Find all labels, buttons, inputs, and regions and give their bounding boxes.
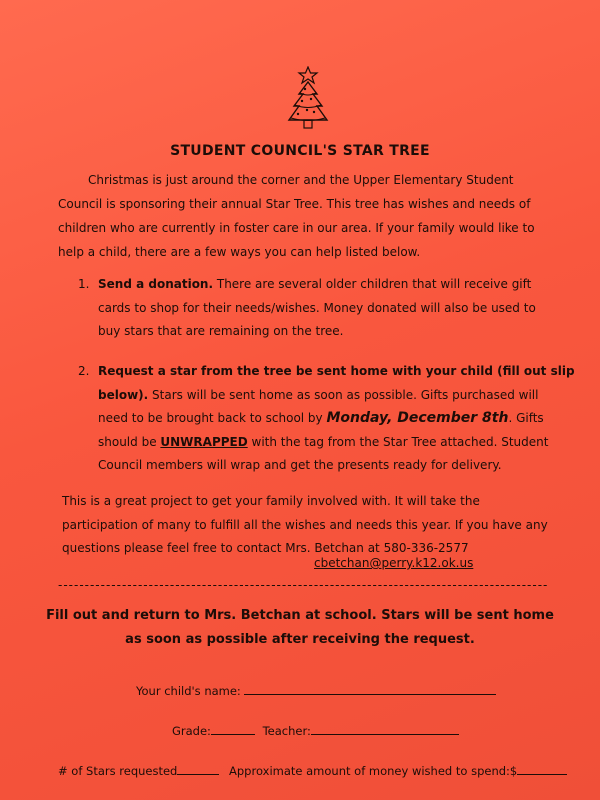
cut-line-divider: -------------------------------------------------------------------------------------------- bbox=[58, 578, 549, 592]
item-text: cards to shop for their needs/wishes. Money donated will also be used to bbox=[98, 300, 536, 315]
item-heading: below). bbox=[98, 387, 149, 402]
item-heading: Request a star from the tree be sent home with your child (fill out slip bbox=[98, 364, 575, 378]
closing-line: participation of many to fulfill all the wishes and needs this year. If you have any bbox=[62, 517, 548, 532]
list-number: 2. bbox=[78, 364, 90, 378]
item-text: There are several older children that will receive gift bbox=[213, 277, 532, 291]
teacher-label: Teacher: bbox=[262, 724, 311, 738]
closing-line: This is a great project to get your family involved with. It will take the bbox=[62, 494, 480, 508]
contact-email-link[interactable]: cbetchan@perry.k12.ok.us bbox=[314, 556, 474, 570]
item-text: Stars will be sent home as soon as possible. Gifts purchased will bbox=[148, 387, 539, 402]
stars-requested-label: # of Stars requested bbox=[58, 764, 178, 778]
child-name-label: Your child's name: bbox=[136, 684, 241, 698]
closing-paragraph bbox=[62, 490, 562, 561]
due-date: Monday, December 8th bbox=[326, 410, 509, 426]
item-text: need to be brought back to school by bbox=[98, 411, 327, 425]
item-text: Council members will wrap and get the presents ready for delivery. bbox=[98, 458, 502, 472]
item-text: buy stars that are remaining on the tree. bbox=[98, 324, 344, 338]
grade-field[interactable] bbox=[211, 722, 255, 735]
child-name-row bbox=[136, 682, 496, 698]
intro-paragraph bbox=[58, 168, 558, 264]
instruction-line: Fill out and return to Mrs. Betchan at school. Stars will be sent home bbox=[46, 608, 554, 623]
child-name-field[interactable] bbox=[244, 682, 496, 695]
closing-line: questions please feel free to contact Mrs. Betchan at 580-336-2577 bbox=[62, 541, 469, 555]
stars-requested-field[interactable] bbox=[177, 762, 219, 775]
money-amount-field[interactable] bbox=[517, 762, 567, 775]
item-text: . Gifts bbox=[508, 411, 544, 425]
item-text: with the tag from the Star Tree attached. Student bbox=[247, 434, 549, 449]
return-instructions bbox=[0, 604, 600, 652]
page-title: STUDENT COUNCIL'S STAR TREE bbox=[170, 143, 430, 159]
teacher-field[interactable] bbox=[311, 722, 459, 735]
stars-money-row bbox=[58, 762, 567, 778]
list-number: 1. bbox=[78, 277, 90, 291]
christmas-tree-icon bbox=[284, 66, 332, 132]
grade-label: Grade: bbox=[172, 724, 211, 738]
intro-line: Christmas is just around the corner and the Upper Elementary Student bbox=[88, 173, 514, 187]
intro-line: children who are currently in foster care in our area. If your family would like to bbox=[58, 221, 535, 235]
intro-line: help a child, there are a few ways you can help listed below. bbox=[58, 245, 421, 259]
grade-teacher-row bbox=[172, 722, 459, 738]
unwrapped-emphasis: UNWRAPPED bbox=[160, 434, 248, 449]
money-label: Approximate amount of money wished to spend:$ bbox=[229, 764, 518, 778]
intro-line: Council is sponsoring their annual Star Tree. This tree has wishes and needs of bbox=[58, 197, 531, 211]
list-item-donation bbox=[78, 273, 568, 344]
list-item-request bbox=[78, 360, 575, 478]
item-heading: Send a donation. bbox=[98, 277, 214, 291]
item-text: should be bbox=[98, 434, 161, 449]
instruction-line: as soon as possible after receiving the request. bbox=[125, 632, 475, 647]
